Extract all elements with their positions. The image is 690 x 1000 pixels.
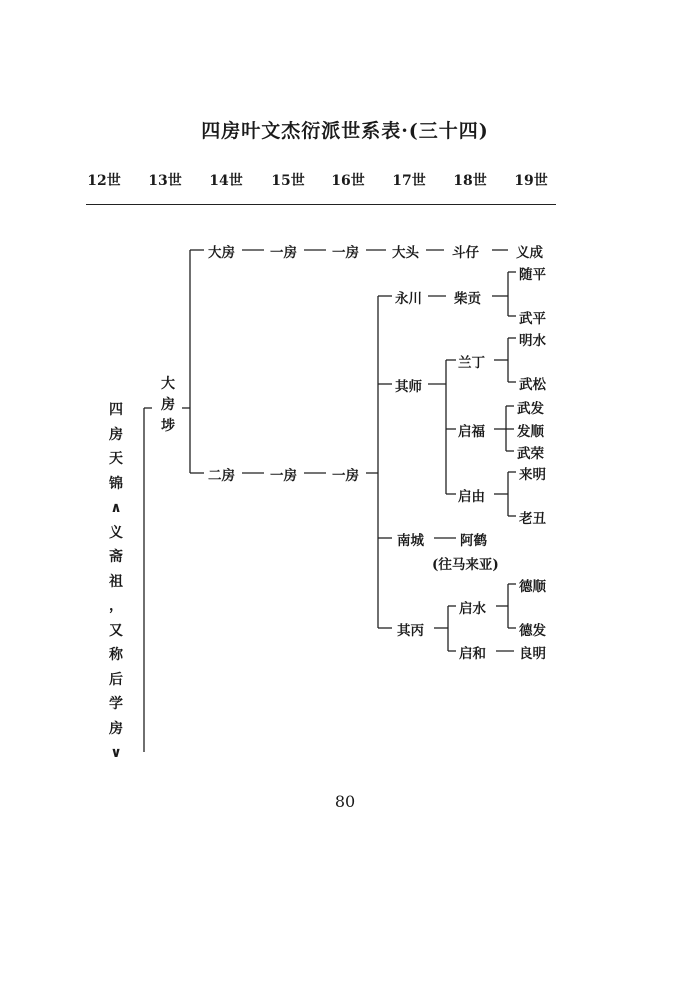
generation-label: 17世 — [392, 173, 426, 189]
branch-name: 大 房 埗 — [161, 376, 175, 434]
person-name: 发顺 — [517, 424, 544, 440]
person-name: 随平 — [519, 267, 546, 283]
generation-label: 13世 — [148, 173, 182, 189]
person-name: 阿鹤 — [460, 533, 487, 549]
generation-label: 15世 — [271, 173, 305, 189]
person-name: 其师 — [395, 379, 422, 395]
person-name: 一房 — [270, 468, 297, 484]
person-name: 大房 — [208, 245, 235, 261]
generation-label: 18世 — [453, 173, 487, 189]
person-name: 启水 — [459, 601, 486, 617]
person-name: 老丑 — [519, 511, 546, 527]
page-title: 四房叶文杰衍派世系表·(三十四) — [201, 120, 489, 142]
person-name: 一房 — [332, 245, 359, 261]
person-name: 启由 — [458, 489, 485, 505]
person-name: 明水 — [519, 333, 546, 349]
person-name: 武平 — [519, 311, 546, 327]
ancestor-name: 四 房 天 锦 ∧ 义 斋 祖 ， 又 称 后 学 房 ∨ — [109, 402, 123, 761]
person-name: 德发 — [519, 623, 546, 639]
generation-label: 16世 — [331, 173, 365, 189]
person-name: 其丙 — [397, 623, 424, 639]
page-number: 80 — [334, 792, 356, 811]
person-name: 大头 — [392, 245, 419, 261]
person-name: 来明 — [519, 467, 546, 483]
person-name: 柴贡 — [454, 291, 481, 307]
person-name: 一房 — [270, 245, 297, 261]
person-name: 兰丁 — [458, 355, 485, 371]
person-name: 一房 — [332, 468, 359, 484]
person-name: 南城 — [397, 533, 424, 549]
person-name: 良明 — [519, 646, 546, 662]
person-name: 德顺 — [519, 579, 546, 595]
person-name: 斗仔 — [452, 245, 479, 261]
person-name: 启和 — [459, 646, 486, 662]
person-name: 武荣 — [517, 446, 544, 462]
person-name: 二房 — [208, 468, 235, 484]
generation-label: 14世 — [209, 173, 243, 189]
generation-label: 12世 — [87, 173, 121, 189]
person-name: 永川 — [395, 291, 422, 307]
migration-note: (往马来亚) — [432, 557, 499, 573]
person-name: 义成 — [516, 245, 543, 261]
generation-label: 19世 — [514, 173, 548, 189]
person-name: 武松 — [519, 377, 546, 393]
person-name: 武发 — [517, 401, 544, 417]
person-name: 启福 — [458, 424, 485, 440]
